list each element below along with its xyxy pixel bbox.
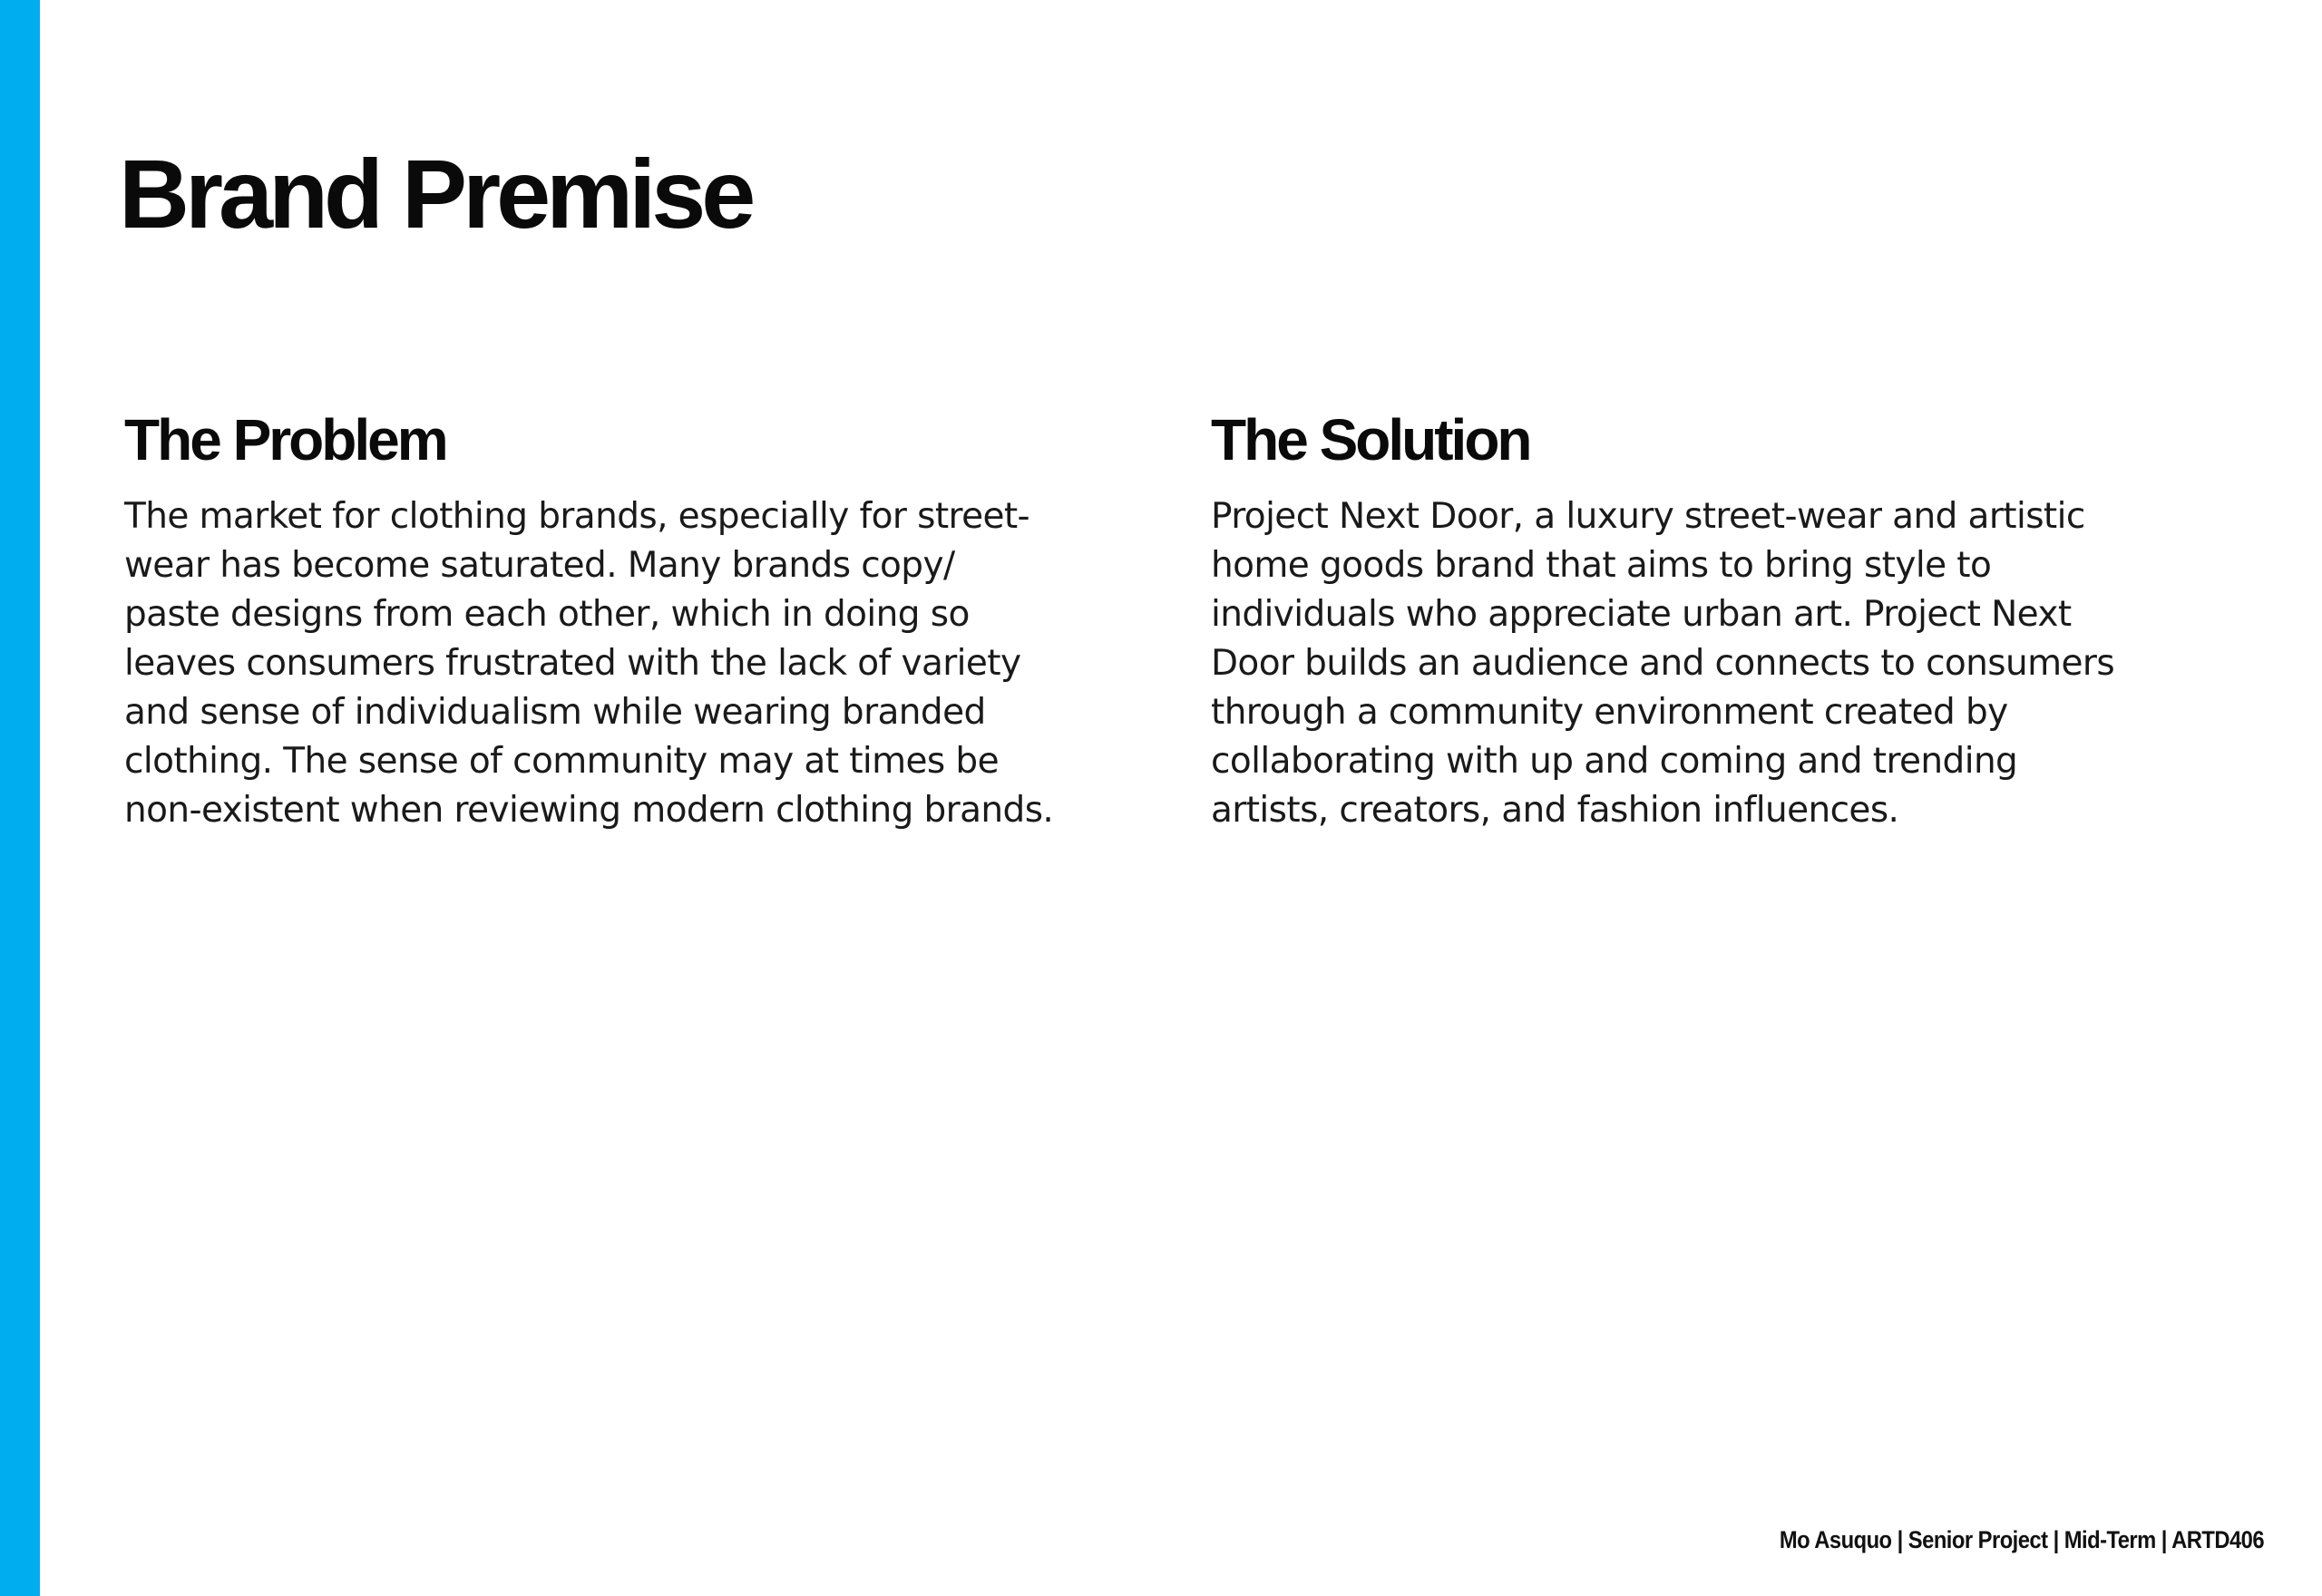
problem-line: non-existent when reviewing modern clothing brands. xyxy=(124,790,1054,832)
problem-line: leaves consumers frustrated with the lack of variety xyxy=(124,643,1021,685)
solution-section xyxy=(1211,407,2236,835)
solution-line: home goods brand that aims to bring style to xyxy=(1211,545,1992,587)
problem-section xyxy=(124,407,1149,835)
solution-line: individuals who appreciate urban art. Project Next xyxy=(1211,594,2072,636)
problem-heading: The Problem xyxy=(124,407,446,472)
accent-bar xyxy=(0,0,40,1596)
solution-line: Project Next Door, a luxury street-wear and artistic xyxy=(1211,496,2085,538)
solution-line: collaborating with up and coming and trending xyxy=(1211,741,2018,783)
problem-body xyxy=(124,492,1149,835)
footer-credits: Mo Asuquo | Senior Project | Mid-Term | ARTD406 xyxy=(1779,1526,2264,1553)
problem-line: The market for clothing brands, especially for street- xyxy=(124,496,1030,538)
solution-line: Door builds an audience and connects to consumers xyxy=(1211,643,2115,685)
page-title: Brand Premise xyxy=(119,139,752,248)
problem-line: clothing. The sense of community may at times be xyxy=(124,741,999,783)
problem-line: paste designs from each other, which in doing so xyxy=(124,594,970,636)
problem-line: wear has become saturated. Many brands copy/ xyxy=(124,545,955,587)
solution-line: through a community environment created by xyxy=(1211,692,2008,734)
solution-line: artists, creators, and fashion influences. xyxy=(1211,790,1899,832)
problem-line: and sense of individualism while wearing branded xyxy=(124,692,986,734)
solution-heading: The Solution xyxy=(1211,407,1530,472)
solution-body xyxy=(1211,492,2236,835)
